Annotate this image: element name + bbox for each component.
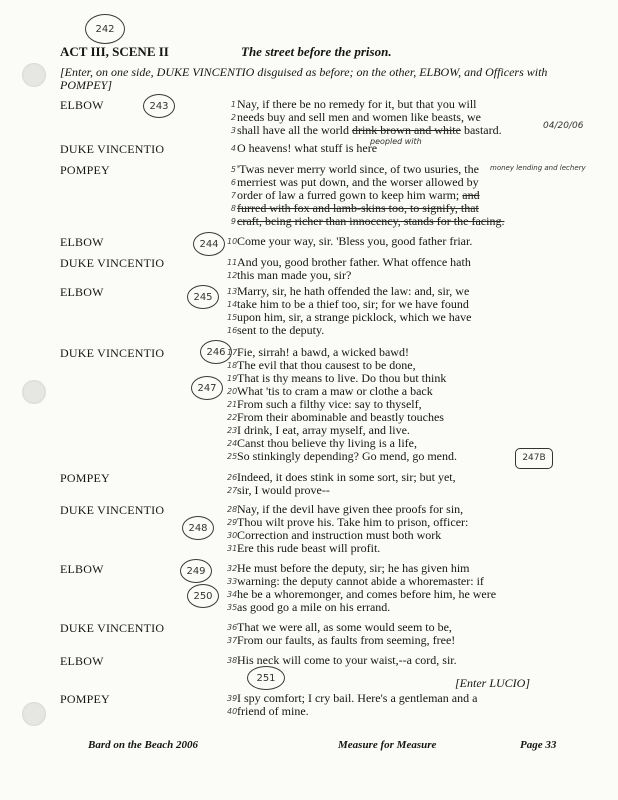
line-text: order of law a furred gown to keep him warm; [237, 188, 460, 202]
line-number: 27 [227, 486, 238, 495]
line-text: That we were all, as some would seem to be, [237, 620, 452, 634]
line-number: 25 [227, 452, 238, 461]
line-number: 30 [227, 531, 238, 540]
scene-location: The street before the prison. [241, 44, 392, 59]
line-number: 7 [230, 191, 236, 200]
line-number: 26 [227, 473, 238, 482]
struck-text: and [462, 188, 480, 202]
line-number: 40 [227, 707, 238, 716]
line-text: His neck will come to your waist,--a cord, sir. [237, 653, 457, 667]
line-number: 31 [227, 544, 238, 553]
line-text: That is thy means to live. Do thou but think [237, 371, 447, 385]
line-text: What 'tis to cram a maw or clothe a back [237, 384, 433, 398]
line-number: 38 [227, 656, 238, 665]
speaker-name: ELBOW [60, 235, 104, 249]
struck-text: craft, being richer than innocency, stands for the facing. [237, 214, 505, 228]
line-number: 9 [230, 217, 236, 226]
cue-number-circle [143, 94, 175, 118]
line-text: From their abominable and beastly touches [237, 410, 444, 424]
line-number: 32 [227, 564, 238, 573]
line-text: shall have all the world [237, 123, 349, 137]
speaker-name: ELBOW [60, 98, 104, 112]
line-number: 4 [230, 144, 236, 153]
speaker-name: DUKE VINCENTIO [60, 256, 165, 270]
script-line [237, 601, 390, 614]
speaker-name: DUKE VINCENTIO [60, 346, 165, 360]
line-text: sent to the deputy. [237, 323, 325, 337]
cue-number-circle [193, 232, 225, 256]
date-annotation: 04/20/06 [543, 121, 584, 131]
speaker-name: DUKE VINCENTIO [60, 503, 165, 517]
speaker-name: ELBOW [60, 654, 104, 668]
cue-number-circle [182, 516, 214, 540]
script-line [237, 324, 324, 337]
line-text: Canst thou believe thy living is a life, [237, 436, 417, 450]
line-text: I spy comfort; I cry bail. Here's a gentleman and a [237, 691, 478, 705]
script-line [237, 124, 502, 137]
script-line [237, 450, 457, 463]
line-text: Thou wilt prove his. Take him to prison, officer: [237, 515, 469, 529]
footer-center: Measure for Measure [338, 739, 437, 751]
script-line [237, 542, 380, 555]
line-text: Fie, sirrah! a bawd, a wicked bawd! [237, 345, 409, 359]
line-text: Nay, if the devil have given thee proofs for sin, [237, 502, 464, 516]
line-number: 33 [227, 577, 238, 586]
punch-hole [22, 702, 46, 726]
cue-number-circle [187, 285, 219, 309]
line-text: O heavens! what stuff is here [237, 141, 378, 155]
cue-number: 248 [188, 522, 208, 534]
line-number: 18 [227, 361, 238, 370]
line-number: 34 [227, 590, 238, 599]
cue-247b-label: 247B [522, 453, 546, 463]
line-text: upon him, sir, a strange picklock, which we have [237, 310, 472, 324]
script-line [237, 142, 377, 155]
struck-text: furred with fox and lamb-skins too, to signify, that [237, 201, 479, 215]
line-text: And you, good brother father. What offence hath [237, 255, 471, 269]
line-number: 29 [227, 518, 238, 527]
page-cue-circle [85, 14, 125, 44]
opening-stage-direction: [Enter, on one side, DUKE VINCENTIO disguised as before; on the other, ELBOW, and Officers with POMPEY] [60, 65, 548, 92]
speaker-name: POMPEY [60, 692, 110, 706]
cue-number-circle [180, 559, 212, 583]
cue-number: 244 [199, 238, 219, 250]
line-text: Come your way, sir. 'Bless you, good father friar. [237, 234, 473, 248]
speaker-name: POMPEY [60, 471, 110, 485]
line-text: 'Twas never merry world since, of two usuries, the [237, 162, 479, 176]
line-number: 39 [227, 694, 238, 703]
line-number: 23 [227, 426, 238, 435]
line-text: he be a whoremonger, and comes before him, he were [237, 587, 497, 601]
line-number: 15 [227, 313, 238, 322]
money-lending-annotation: money lending and lechery [490, 164, 586, 172]
line-text: merriest was put down, and the worser allowed by [237, 175, 479, 189]
line-number: 28 [227, 505, 238, 514]
line-number: 21 [227, 400, 238, 409]
speaker-name: POMPEY [60, 163, 110, 177]
line-number: 19 [227, 374, 238, 383]
line-text: The evil that thou causest to be done, [237, 358, 416, 372]
line-text: as good go a mile on his errand. [237, 600, 391, 614]
line-number: 16 [227, 326, 238, 335]
cue-number-circle [191, 376, 223, 400]
script-line [237, 269, 351, 282]
line-text: Marry, sir, he hath offended the law: and, sir, we [237, 284, 470, 298]
script-line [237, 235, 472, 248]
peopled-with-annotation: peopled with [370, 137, 422, 146]
cue-247b-annotation [515, 448, 553, 469]
speaker-name: DUKE VINCENTIO [60, 621, 165, 635]
line-number: 17 [227, 348, 238, 357]
page-cue-number: 242 [95, 23, 115, 35]
cue-number: 249 [186, 565, 206, 577]
scene-heading: ACT III, SCENE II [60, 44, 169, 59]
line-number: 13 [227, 287, 238, 296]
line-number: 35 [227, 603, 238, 612]
footer-right: Page 33 [520, 739, 557, 751]
line-text: Indeed, it does stink in some sort, sir; but yet, [237, 470, 456, 484]
punch-hole [22, 63, 46, 87]
line-number: 8 [230, 204, 236, 213]
speaker-name: ELBOW [60, 562, 104, 576]
script-line [237, 654, 457, 667]
line-number: 2 [230, 113, 236, 122]
line-number: 11 [227, 258, 238, 267]
cue-number: 245 [193, 291, 213, 303]
speaker-name: ELBOW [60, 285, 104, 299]
line-text: He must before the deputy, sir; he has given him [237, 561, 470, 575]
cue-number: 243 [149, 100, 169, 112]
line-number: 10 [227, 237, 238, 246]
cue-circle-251 [247, 666, 285, 690]
script-line [237, 215, 504, 228]
line-text: friend of mine. [237, 704, 309, 718]
line-text-after: bastard. [463, 123, 502, 137]
line-text: So stinkingly depending? Go mend, go mend. [237, 449, 457, 463]
line-number: 1 [230, 100, 236, 109]
line-text: take him to be a thief too, sir; for we have found [237, 297, 469, 311]
line-text: Nay, if there be no remedy for it, but that you will [237, 97, 477, 111]
line-text: From our faults, as faults from seeming, free! [237, 633, 456, 647]
script-line [237, 484, 330, 497]
line-text: Correction and instruction must both work [237, 528, 442, 542]
struck-text: drink brown and white [351, 123, 461, 137]
line-number: 20 [227, 387, 238, 396]
line-number: 37 [227, 636, 238, 645]
punch-hole [22, 380, 46, 404]
cue-number: 247 [197, 382, 217, 394]
line-number: 3 [230, 126, 236, 135]
enter-lucio-direction: [Enter LUCIO] [455, 676, 531, 690]
line-text: From such a filthy vice: say to thyself, [237, 397, 422, 411]
script-line [237, 634, 455, 647]
line-text: Ere this rude beast will profit. [237, 541, 381, 555]
cue-251-label: 251 [256, 672, 276, 684]
line-text: warning: the deputy cannot abide a whoremaster: if [237, 574, 484, 588]
line-text: I drink, I eat, array myself, and live. [237, 423, 410, 437]
line-number: 5 [230, 165, 236, 174]
line-number: 12 [227, 271, 238, 280]
line-number: 36 [227, 623, 238, 632]
line-number: 14 [227, 300, 238, 309]
footer-left: Bard on the Beach 2006 [88, 739, 199, 751]
line-text: this man made you, sir? [237, 268, 352, 282]
speaker-name: DUKE VINCENTIO [60, 142, 165, 156]
line-text: sir, I would prove-- [237, 483, 330, 497]
script-line [237, 705, 309, 718]
line-number: 24 [227, 439, 238, 448]
line-number: 6 [230, 178, 236, 187]
line-number: 22 [227, 413, 238, 422]
cue-number-circle [187, 584, 219, 608]
line-text: needs buy and sell men and women like beasts, we [237, 110, 481, 124]
cue-number: 250 [193, 590, 213, 602]
cue-number: 246 [206, 346, 226, 358]
